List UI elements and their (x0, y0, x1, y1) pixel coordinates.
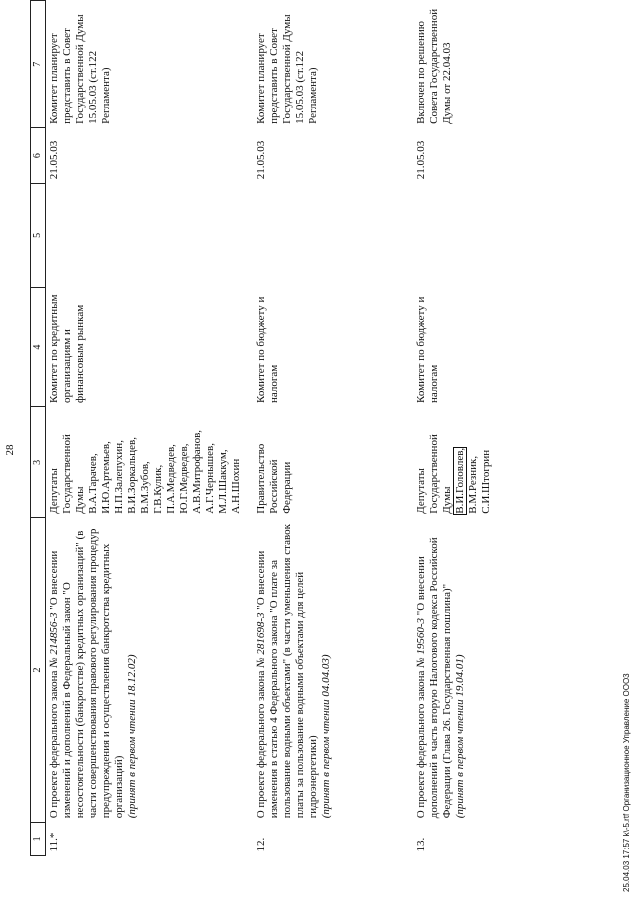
date-cell: 21.05.03 (255, 140, 267, 180)
header-cell: 5 (31, 183, 46, 287)
note-cell: Включен по решению Совета Государственной Думы от 22.04.03 (415, 8, 453, 124)
bill-number: № 19560-3 (415, 618, 427, 668)
print-footer: 25.04.03 17:57 k\-5.rtf Организационное Управление ООО3 (622, 673, 631, 892)
header-row (31, 1, 46, 856)
author: В.М.Зубов, (139, 461, 151, 514)
bill-title: "О внесении изменений и дополнений в Федеральный закон "О несостоятельности (банкротстве) кредитных организаций" (в части совершенствования правового регулирования процедур предупреждения и осуществления банкротства кредитных организаций) (48, 528, 125, 819)
header-cell: 6 (31, 128, 46, 183)
author: А.Н.Шохин (230, 458, 242, 514)
authors-head: Депутаты Государственной Думы (48, 434, 86, 514)
author: Ю.Г.Медведев, (178, 443, 190, 514)
row-number: 13. (415, 837, 427, 852)
header-cell: 4 (31, 287, 46, 407)
author: А.Г.Чернышев, (204, 443, 216, 514)
row-number: 11.* (48, 832, 60, 852)
header-cell: 1 (31, 822, 46, 855)
author: В.М.Резник, (467, 455, 479, 514)
page-number: 28 (4, 444, 16, 456)
note-cell: Комитет планирует представить в Совет Государственной Думы 15.05.03 (ст.122 Регламента) (48, 14, 112, 124)
committee: Комитет по бюджету и налогам (255, 296, 280, 403)
table-row (46, 1, 254, 856)
author: А.В.Митрофанов, (191, 429, 203, 514)
author: Г.В.Кулик, (152, 464, 164, 514)
note-cell: Комитет планирует представить в Совет Государственной Думы 15.05.03 (ст.122 Регламента) (255, 14, 319, 124)
bill-prefix: О проекте федерального закона (48, 667, 60, 819)
author: Н.П.Залепухин, (113, 440, 125, 514)
author: И.Ю.Артемьев, (100, 441, 112, 514)
author: П.А.Медведев, (165, 444, 177, 514)
authors-head: Депутаты Государственной Думы (415, 434, 453, 514)
bill-authors (413, 407, 565, 518)
bills-table (30, 0, 565, 856)
author-highlighted: В.И.Головлев, (454, 447, 466, 514)
bill-description (46, 518, 254, 823)
author: В.А.Тарачев, (87, 453, 99, 514)
col5-cell (413, 183, 565, 287)
bill-number: № 214856-3 (48, 612, 60, 668)
table-row (413, 1, 565, 856)
bill-prefix: О проекте федерального закона (415, 667, 427, 819)
date-cell: 21.05.03 (48, 140, 60, 180)
committee: Комитет по бюджету и налогам (415, 296, 440, 403)
header-cell: 2 (31, 518, 46, 823)
bill-reading-note: (принят в первом чтении 04.04.03) (320, 654, 332, 819)
row-number: 12. (255, 837, 267, 852)
col5-cell (253, 183, 413, 287)
bill-description (413, 518, 565, 823)
committee: Комитет по кредитным организациям и финансовым рынкам (48, 294, 86, 403)
date-cell: 21.05.03 (415, 140, 427, 180)
author: В.И.Зоркальцев, (126, 437, 138, 514)
col5-cell (46, 183, 254, 287)
bill-reading-note: (принят в первом чтении 18.12.02) (126, 654, 138, 819)
bill-description (253, 518, 413, 823)
bill-reading-note: (принят в первом чтении 19.04.01) (454, 654, 466, 819)
bill-authors (253, 407, 413, 518)
bill-authors (46, 407, 254, 518)
header-cell: 7 (31, 1, 46, 128)
bill-title: "О внесении изменения в статью 4 Федерального закона "О плате за пользование водными объектами" (в части уменьшения ставок платы за пользование водными объектами для целей гидроэнергетики) (255, 524, 319, 819)
author: М.Л.Шаккум, (217, 449, 229, 514)
authors-head: Правительство Российской Федерации (255, 443, 293, 514)
author: С.И.Штогрин (480, 449, 492, 514)
bill-title: "О внесении дополнений в часть вторую Налогового кодекса Российской Федерации (Глава 26. Государственная пошлина)" (415, 537, 453, 819)
bill-number: № 281698-3 (255, 612, 267, 668)
bill-prefix: О проекте федерального закона (255, 667, 267, 819)
table-row (253, 1, 413, 856)
header-cell: 3 (31, 407, 46, 518)
